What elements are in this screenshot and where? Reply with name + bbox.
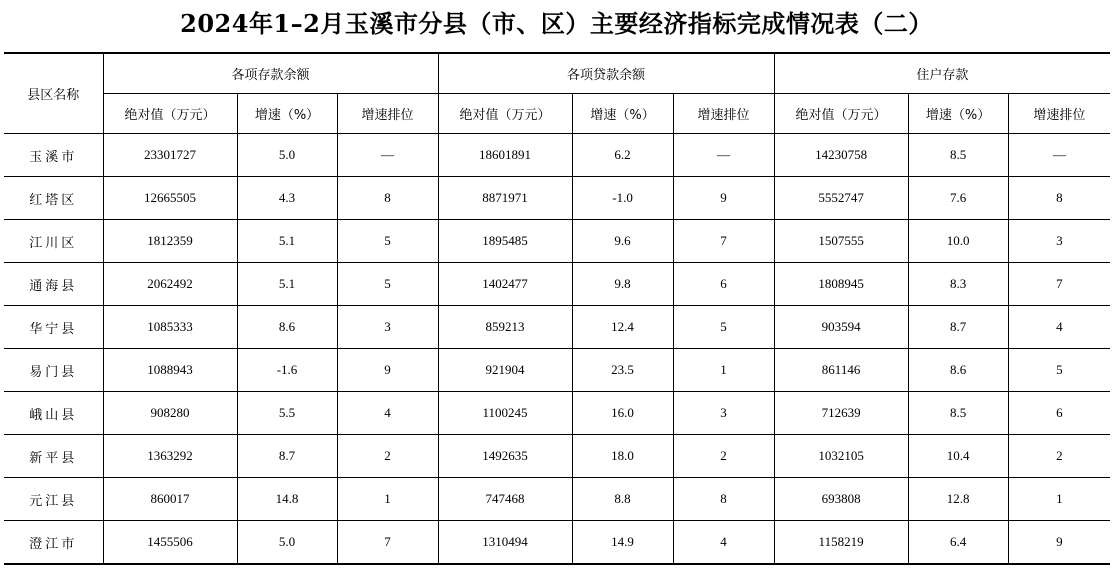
table-row bbox=[4, 521, 1110, 565]
loans-growth-cell: 12.4 bbox=[572, 306, 673, 349]
deposits-growth-cell: 5.0 bbox=[237, 134, 337, 177]
region-name-cell: 易门县 bbox=[4, 349, 103, 392]
region-name-cell: 峨山县 bbox=[4, 392, 103, 435]
deposits-absolute-cell: 908280 bbox=[103, 392, 237, 435]
household-growth-cell: 10.0 bbox=[908, 220, 1008, 263]
household-rank-header: 增速排位 bbox=[1008, 94, 1110, 134]
table-row bbox=[4, 134, 1110, 177]
household-growth-cell: 7.6 bbox=[908, 177, 1008, 220]
loans-growth-cell: 8.8 bbox=[572, 478, 673, 521]
loans-rank-cell: 2 bbox=[673, 435, 774, 478]
page-title: 2024年1–2月玉溪市分县（市、区）主要经济指标完成情况表（二） bbox=[180, 9, 933, 38]
loans-absolute-cell: 1310494 bbox=[438, 521, 572, 565]
household-rank-cell: 9 bbox=[1008, 521, 1110, 565]
household-rank-cell: 6 bbox=[1008, 392, 1110, 435]
deposits-growth-cell: 4.3 bbox=[237, 177, 337, 220]
household-rank-cell: 8 bbox=[1008, 177, 1110, 220]
deposits-rank-cell: 7 bbox=[337, 521, 438, 565]
deposits-absolute-cell: 12665505 bbox=[103, 177, 237, 220]
household-absolute-cell: 14230758 bbox=[774, 134, 908, 177]
loans-growth-cell: 9.8 bbox=[572, 263, 673, 306]
household-rank-cell: 2 bbox=[1008, 435, 1110, 478]
loans-rank-cell: 9 bbox=[673, 177, 774, 220]
deposits-growth-cell: 5.0 bbox=[237, 521, 337, 565]
household-growth-cell: 8.7 bbox=[908, 306, 1008, 349]
deposits-absolute-cell: 1088943 bbox=[103, 349, 237, 392]
loans-absolute-cell: 18601891 bbox=[438, 134, 572, 177]
loans-absolute-cell: 8871971 bbox=[438, 177, 572, 220]
household-absolute-cell: 712639 bbox=[774, 392, 908, 435]
loans-growth-cell: 6.2 bbox=[572, 134, 673, 177]
region-name-cell: 华宁县 bbox=[4, 306, 103, 349]
deposits-absolute-cell: 1455506 bbox=[103, 521, 237, 565]
deposits-absolute-cell: 1085333 bbox=[103, 306, 237, 349]
loans-growth-header: 增速（%） bbox=[572, 94, 673, 134]
deposits-absolute-header: 绝对值（万元） bbox=[103, 94, 237, 134]
table-row bbox=[4, 177, 1110, 220]
household-growth-cell: 8.5 bbox=[908, 134, 1008, 177]
loans-growth-cell: 23.5 bbox=[572, 349, 673, 392]
household-rank-cell: 1 bbox=[1008, 478, 1110, 521]
loans-rank-cell: 8 bbox=[673, 478, 774, 521]
household-absolute-cell: 903594 bbox=[774, 306, 908, 349]
table-row bbox=[4, 478, 1110, 521]
loans-absolute-cell: 1402477 bbox=[438, 263, 572, 306]
household-absolute-cell: 1158219 bbox=[774, 521, 908, 565]
household-absolute-cell: 861146 bbox=[774, 349, 908, 392]
region-name-cell: 红塔区 bbox=[4, 177, 103, 220]
household-rank-cell: 7 bbox=[1008, 263, 1110, 306]
deposits-absolute-cell: 23301727 bbox=[103, 134, 237, 177]
loans-absolute-cell: 859213 bbox=[438, 306, 572, 349]
table-row bbox=[4, 220, 1110, 263]
deposits-growth-cell: 14.8 bbox=[237, 478, 337, 521]
table-row bbox=[4, 263, 1110, 306]
region-name-cell: 通海县 bbox=[4, 263, 103, 306]
table-body bbox=[4, 134, 1110, 565]
loans-growth-cell: 18.0 bbox=[572, 435, 673, 478]
deposits-growth-cell: 5.1 bbox=[237, 263, 337, 306]
region-name-header: 县区名称 bbox=[4, 53, 103, 134]
deposits-rank-cell: 5 bbox=[337, 263, 438, 306]
household-absolute-cell: 1507555 bbox=[774, 220, 908, 263]
household-rank-cell: 5 bbox=[1008, 349, 1110, 392]
deposits-rank-cell: 3 bbox=[337, 306, 438, 349]
region-name-cell: 新平县 bbox=[4, 435, 103, 478]
household-absolute-cell: 1032105 bbox=[774, 435, 908, 478]
household-absolute-header: 绝对值（万元） bbox=[774, 94, 908, 134]
deposits-growth-cell: -1.6 bbox=[237, 349, 337, 392]
household-growth-cell: 10.4 bbox=[908, 435, 1008, 478]
region-name-cell: 江川区 bbox=[4, 220, 103, 263]
loans-rank-cell: 1 bbox=[673, 349, 774, 392]
table-row bbox=[4, 392, 1110, 435]
loans-absolute-cell: 1492635 bbox=[438, 435, 572, 478]
loans-rank-cell: 3 bbox=[673, 392, 774, 435]
deposits-absolute-cell: 1812359 bbox=[103, 220, 237, 263]
loans-growth-cell: 9.6 bbox=[572, 220, 673, 263]
household-rank-cell: — bbox=[1008, 134, 1110, 177]
deposits-rank-cell: 8 bbox=[337, 177, 438, 220]
loans-rank-cell: — bbox=[673, 134, 774, 177]
household-growth-cell: 12.8 bbox=[908, 478, 1008, 521]
loans-growth-cell: 14.9 bbox=[572, 521, 673, 565]
table-row bbox=[4, 306, 1110, 349]
deposits-rank-cell: 1 bbox=[337, 478, 438, 521]
household-rank-cell: 4 bbox=[1008, 306, 1110, 349]
deposits-growth-cell: 5.1 bbox=[237, 220, 337, 263]
household-deposits-group-header: 住户存款 bbox=[774, 53, 1110, 94]
loans-absolute-cell: 921904 bbox=[438, 349, 572, 392]
household-growth-cell: 8.3 bbox=[908, 263, 1008, 306]
loans-rank-cell: 6 bbox=[673, 263, 774, 306]
deposits-absolute-cell: 1363292 bbox=[103, 435, 237, 478]
region-name-cell: 澄江市 bbox=[4, 521, 103, 565]
loans-rank-cell: 7 bbox=[673, 220, 774, 263]
deposits-growth-cell: 8.6 bbox=[237, 306, 337, 349]
deposits-rank-cell: — bbox=[337, 134, 438, 177]
deposits-rank-cell: 2 bbox=[337, 435, 438, 478]
region-name-cell: 玉溪市 bbox=[4, 134, 103, 177]
deposits-absolute-cell: 860017 bbox=[103, 478, 237, 521]
loans-growth-cell: 16.0 bbox=[572, 392, 673, 435]
loans-rank-cell: 4 bbox=[673, 521, 774, 565]
region-name-cell: 元江县 bbox=[4, 478, 103, 521]
deposits-rank-header: 增速排位 bbox=[337, 94, 438, 134]
loans-absolute-cell: 1100245 bbox=[438, 392, 572, 435]
loans-absolute-cell: 747468 bbox=[438, 478, 572, 521]
table-row bbox=[4, 349, 1110, 392]
deposits-rank-cell: 5 bbox=[337, 220, 438, 263]
loans-rank-header: 增速排位 bbox=[673, 94, 774, 134]
household-growth-cell: 6.4 bbox=[908, 521, 1008, 565]
table-row bbox=[4, 435, 1110, 478]
loans-group-header: 各项贷款余额 bbox=[438, 53, 774, 94]
loans-absolute-header: 绝对值（万元） bbox=[438, 94, 572, 134]
household-absolute-cell: 693808 bbox=[774, 478, 908, 521]
deposits-rank-cell: 4 bbox=[337, 392, 438, 435]
deposits-group-header: 各项存款余额 bbox=[103, 53, 438, 94]
household-absolute-cell: 1808945 bbox=[774, 263, 908, 306]
household-rank-cell: 3 bbox=[1008, 220, 1110, 263]
loans-absolute-cell: 1895485 bbox=[438, 220, 572, 263]
household-absolute-cell: 5552747 bbox=[774, 177, 908, 220]
economic-indicators-table bbox=[4, 52, 1110, 565]
household-growth-cell: 8.5 bbox=[908, 392, 1008, 435]
deposits-growth-header: 增速（%） bbox=[237, 94, 337, 134]
household-growth-header: 增速（%） bbox=[908, 94, 1008, 134]
loans-growth-cell: -1.0 bbox=[572, 177, 673, 220]
deposits-rank-cell: 9 bbox=[337, 349, 438, 392]
household-growth-cell: 8.6 bbox=[908, 349, 1008, 392]
deposits-absolute-cell: 2062492 bbox=[103, 263, 237, 306]
loans-rank-cell: 5 bbox=[673, 306, 774, 349]
deposits-growth-cell: 8.7 bbox=[237, 435, 337, 478]
deposits-growth-cell: 5.5 bbox=[237, 392, 337, 435]
